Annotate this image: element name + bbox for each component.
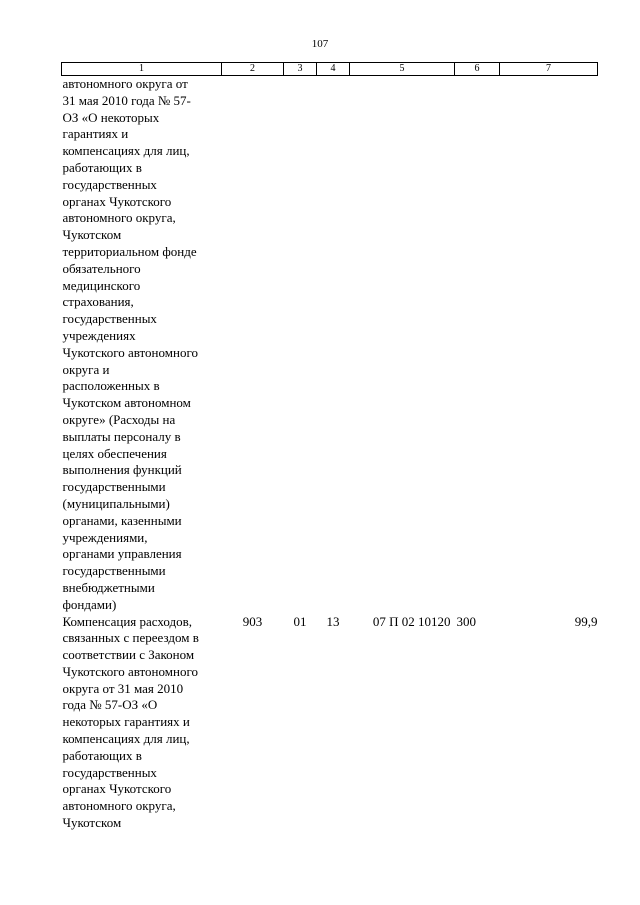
subsection-cell: 13 bbox=[326, 613, 340, 629]
expense-type-cell: 300 bbox=[456, 613, 476, 629]
table-row bbox=[62, 76, 598, 614]
row-name-cell: Компенсация расходов, связанных с переездом в соответствии с Законом Чукотского автономного округа от 31 мая 2010 года № 57-ОЗ «О некоторых гарантиях и компенсациях для лиц, работающих в государственных органах Чукотского автономного округа, Чукотском bbox=[62, 613, 199, 831]
column-header-5: 5 bbox=[350, 63, 455, 76]
column-header-3: 3 bbox=[284, 63, 317, 76]
section-cell bbox=[284, 76, 317, 614]
amount-cell: 99,9 bbox=[574, 613, 598, 629]
table-header bbox=[62, 63, 598, 76]
amount-cell bbox=[500, 76, 598, 614]
row-name-cell: автономного округа от 31 мая 2010 года № 57- ОЗ «О некоторых гарантиях и компенсациях для лиц, работающих в государственных органах Чукотского автономного округа, Чукотском территориальном фонде обязательного медицинского страхования, государственных учреждениях Чукотского автономного округа и расположенных в Чукотском автономном округе» (Расходы на выплаты персоналу в целях обеспечения выполнения функций государственными (муниципальными) органами, казенными учреждениями, органами управления государственными внебюджетными фондами) bbox=[62, 76, 198, 612]
table-row bbox=[62, 614, 598, 832]
expense-type-cell bbox=[455, 76, 500, 614]
column-header-4: 4 bbox=[317, 63, 350, 76]
page-number: 107 bbox=[311, 38, 329, 50]
grbs-cell: 903 bbox=[242, 613, 263, 629]
subsection-cell bbox=[317, 76, 350, 614]
header-row bbox=[62, 63, 598, 76]
table-body bbox=[62, 76, 598, 832]
column-header-1: 1 bbox=[62, 63, 222, 76]
section-cell: 01 bbox=[293, 613, 307, 629]
target-article-cell bbox=[350, 76, 455, 614]
column-header-7: 7 bbox=[500, 63, 598, 76]
column-header-2: 2 bbox=[222, 63, 284, 76]
column-header-6: 6 bbox=[455, 63, 500, 76]
target-article-cell: 07 П 02 10120 bbox=[372, 613, 451, 629]
budget-table bbox=[61, 62, 598, 832]
grbs-cell bbox=[222, 76, 284, 614]
